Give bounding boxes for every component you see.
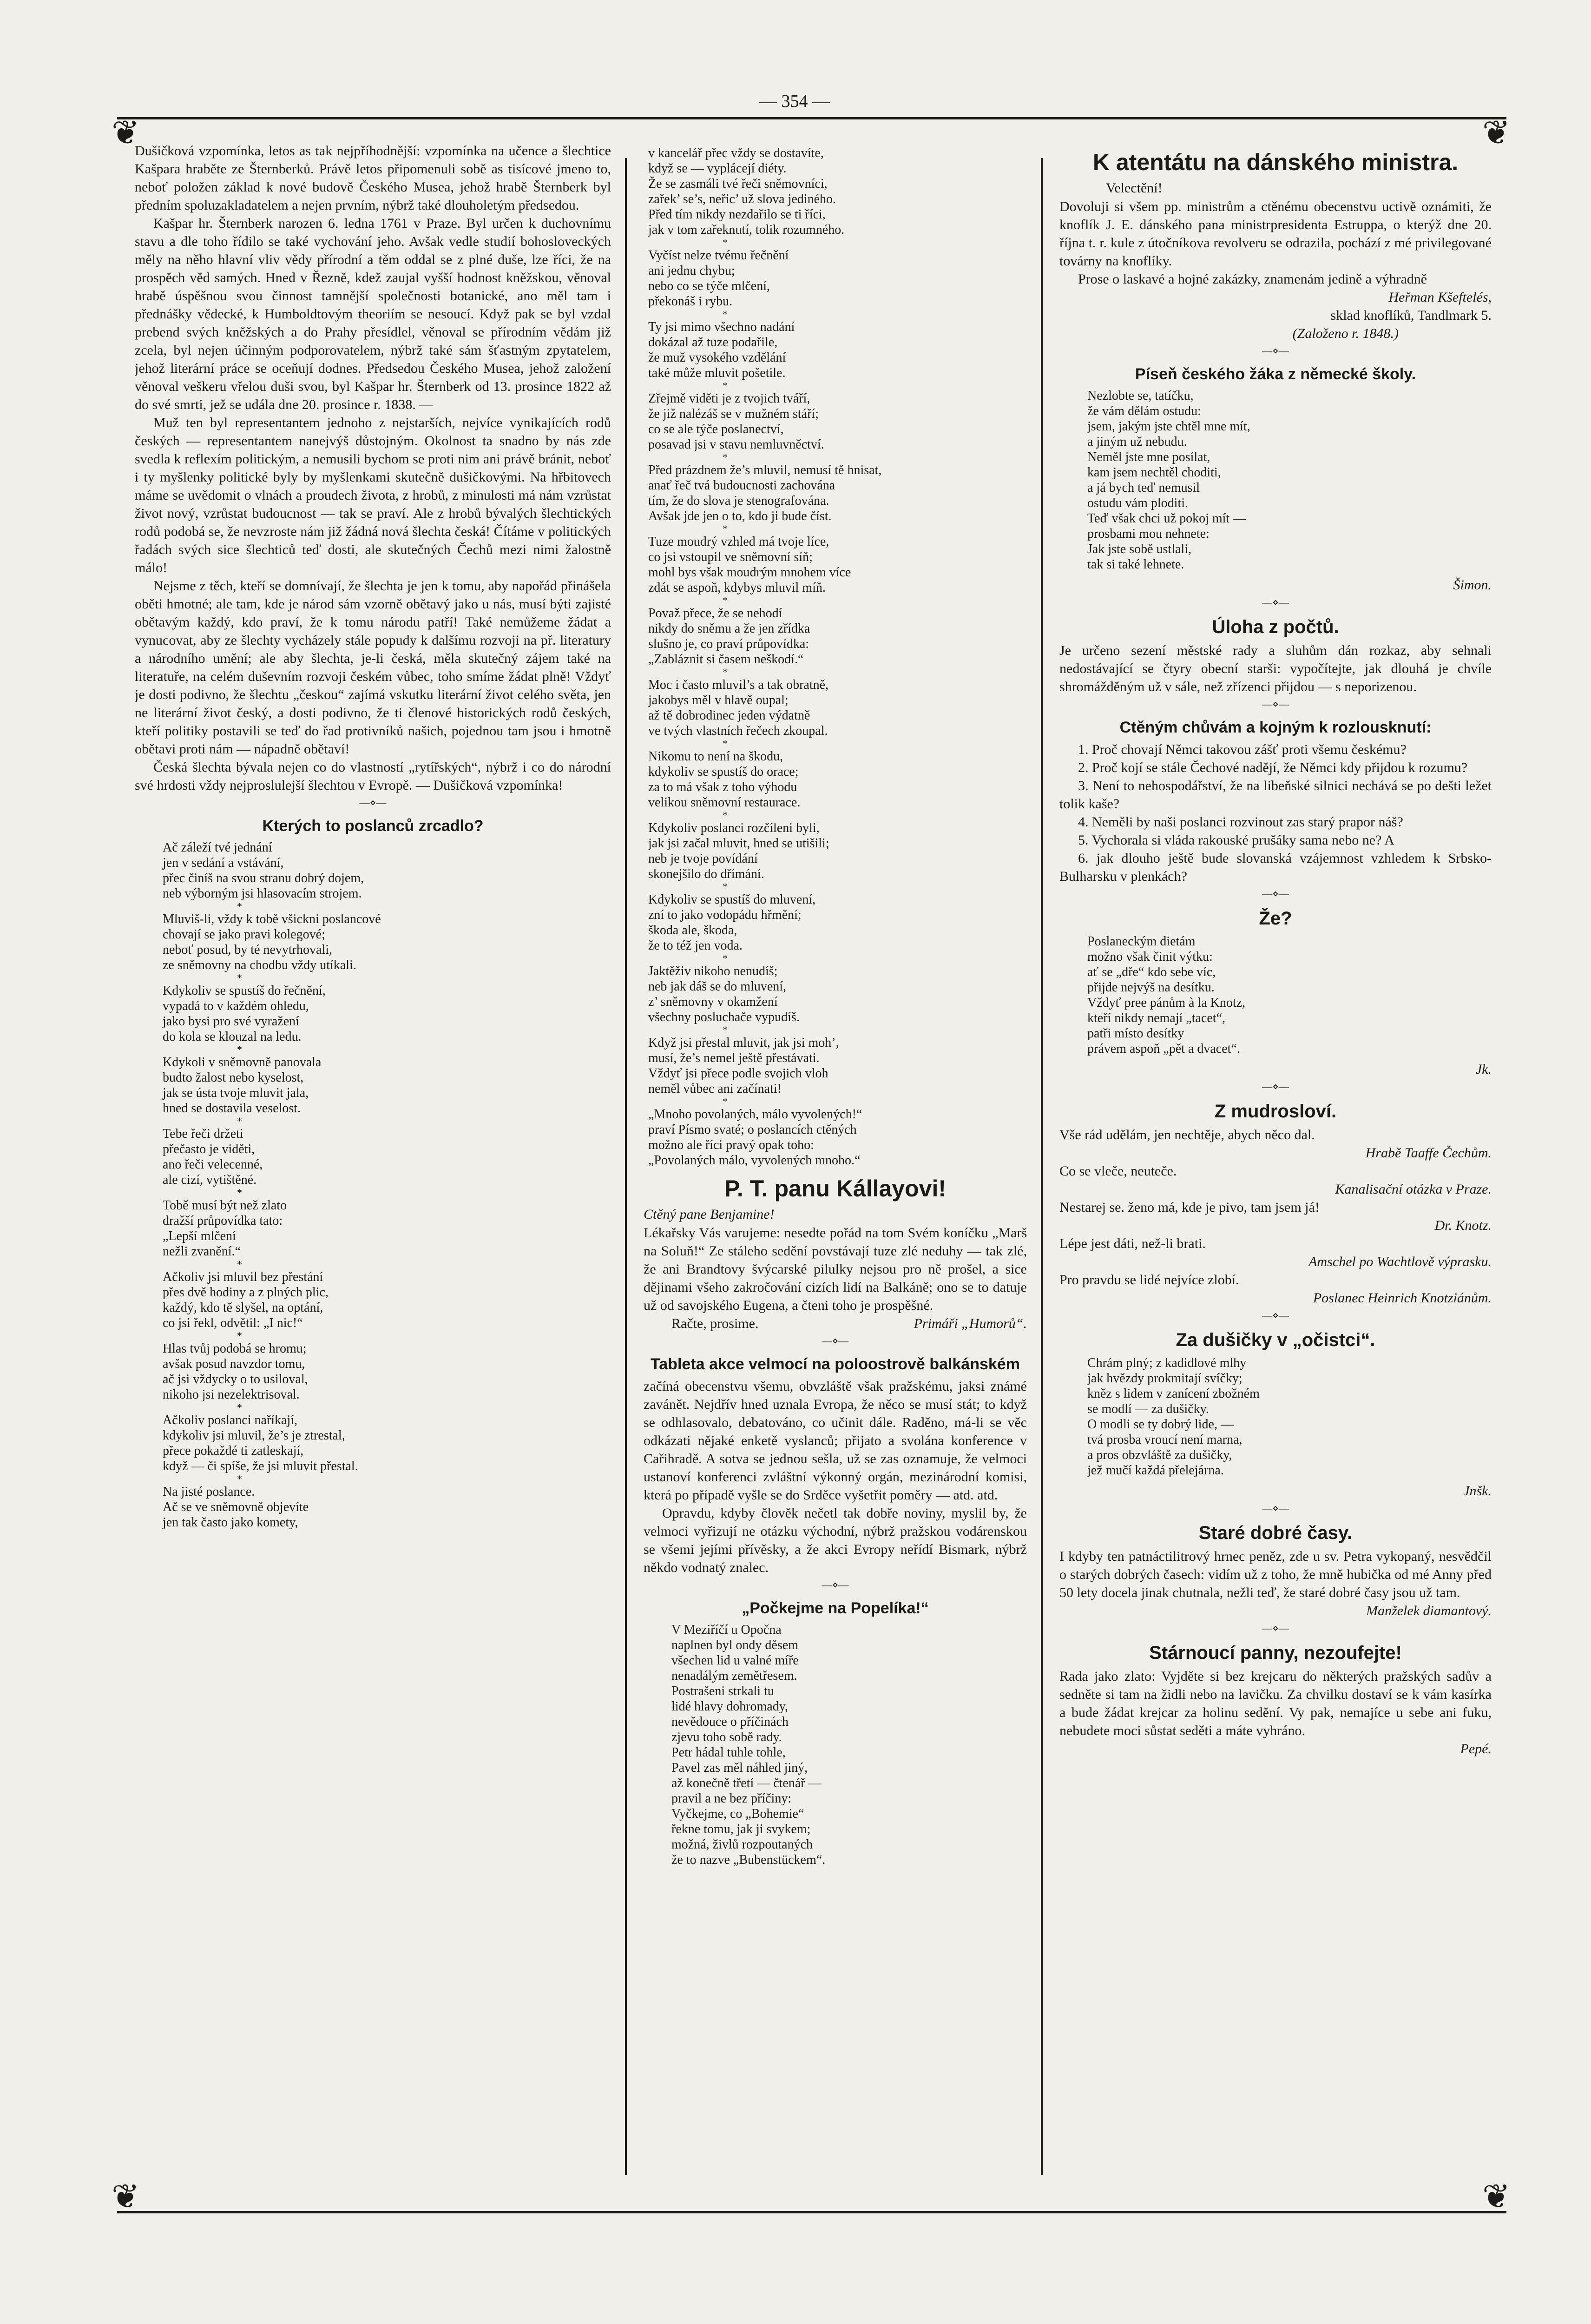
poem-line: „Zabláznit si časem neškodí.“ <box>648 652 804 667</box>
poem-line: Před prázdnem že’s mluvil, nemusí tě hnisat, <box>648 463 882 477</box>
poem-line: Teď však chci už pokoj mít — <box>1087 511 1246 526</box>
stanza-separator: * <box>723 380 728 391</box>
poem-line: kteří nikdy nemají „tacet“, <box>1087 1011 1225 1025</box>
poem-line: a já bych teď nemusil <box>1087 481 1200 495</box>
saying: Pro pravdu se lidé nejvíce zlobí. <box>1059 1272 1239 1287</box>
poem-line: Že se zasmáli tvé řeči sněmovníci, <box>648 177 828 191</box>
poem-line: Tobě musí být než zlato <box>163 1198 287 1213</box>
poem-line: že to též jen voda. <box>648 938 743 953</box>
poem-line: co se ale týče poslanectví, <box>648 422 784 436</box>
poem-line: Vždyť jsi přece podle svojich vloh <box>648 1066 828 1081</box>
article-paragraph: Opravdu, kdyby člověk nečetl tak dobře noviny, myslil by, že velmoci vyřizují ne otázku východní, nýbrž pražskou vodárenskou se všemi jejími přívěsky, a že akci Evropy neřídí Bismark, nýbrž někdo vodnatý znalec. <box>644 1505 1027 1575</box>
section-heading: K atentátu na dánského ministra. <box>1092 149 1459 175</box>
question-item: 5. Vychorala si vláda rakouské prušáky sama nebo ne? A <box>1078 832 1394 848</box>
poem-line: Vždyť pree pánům à la Knotz, <box>1087 996 1246 1010</box>
poem-line: a jiným už nebudu. <box>1087 435 1187 449</box>
poem <box>1087 934 1492 1056</box>
poem-line: patři místo desítky <box>1087 1026 1184 1041</box>
poem-line: zařek’ se’s, neřic’ už slova jediného. <box>648 192 836 206</box>
stanza-separator: * <box>723 594 728 606</box>
poem-line: velikou sněmovní restaurace. <box>648 795 801 810</box>
separator-icon: —⋄— <box>1262 698 1289 710</box>
poem-line: Když jsi přestal mluvit, jak jsi moh’, <box>648 1036 839 1050</box>
poem-line: kněz s lidem v zanícení zbožném <box>1087 1386 1260 1401</box>
poem-line: když se — vyplácejí diéty. <box>648 161 787 176</box>
section-heading: Z mudrosloví. <box>1214 1101 1337 1122</box>
stanza-separator: * <box>723 1096 728 1107</box>
poem-line: jakobys měl v hlavě oupal; <box>648 693 789 707</box>
poem-line: Tuze moudrý vzhled má tvoje líce, <box>648 535 829 549</box>
poem-line: Vyčkejme, co „Bohemie“ <box>671 1807 804 1821</box>
poem-line: možno však činit výtku: <box>1087 950 1213 964</box>
poem-line: do kola se klouzal na ledu. <box>163 1030 302 1044</box>
poem-line: ve tvých vlastních řečech zkoupal. <box>648 724 828 738</box>
section-heading: Ctěným chůvám a kojným k rozlousknutí: <box>1119 719 1432 736</box>
poem-line: že muž vysokého vzdělání <box>648 350 786 365</box>
poem-line: jen tak často jako komety, <box>163 1515 298 1530</box>
poem-line: O modli se ty dobrý lide, — <box>1087 1417 1234 1432</box>
poem-line: nikdy do sněmu a že jen zřídka <box>648 621 810 636</box>
poem-line: Chrám plný; z kadidlové mlhy <box>1087 1356 1247 1370</box>
poem-line: nevědouce o příčinách <box>671 1715 789 1729</box>
separator-icon: —⋄— <box>1262 1622 1289 1634</box>
poem-line: „Lepší mlčení <box>163 1229 236 1243</box>
poem-line: tím, že do slova je stenografována. <box>648 494 829 508</box>
poem-line: ale cizí, vytištěné. <box>163 1173 257 1187</box>
poem-line: přes dvě hodiny a z plných plic, <box>163 1285 329 1300</box>
separator-icon: —⋄— <box>822 1335 849 1347</box>
poem-line: Ačkoliv jsi mluvil bez přestání <box>163 1270 323 1284</box>
poem-line: nežli zvanění.“ <box>163 1244 241 1259</box>
poem-line: ze sněmovny na chodbu vždy utíkali. <box>163 958 356 972</box>
question-item: 4. Neměli by naši poslanci rozvinout zas starý prapor náš? <box>1078 814 1403 830</box>
stanza-separator: * <box>237 1473 242 1485</box>
poem-line: avšak posud navzdor tomu, <box>163 1357 305 1371</box>
poem-line: Považ přece, že se nehodí <box>648 606 782 621</box>
poem-line: skonejšilo do dřímání. <box>648 867 764 881</box>
founding-year: (Založeno r. 1848.) <box>1292 326 1399 341</box>
poem-line: Postrašeni strkali tu <box>671 1684 774 1698</box>
section-heading: Stárnoucí panny, nezoufejte! <box>1149 1643 1402 1663</box>
poem-line: ať se „dře“ kdo sebe víc, <box>1087 965 1216 979</box>
signature: Heřman Kšeftelés, <box>1388 290 1492 305</box>
article-paragraph: Kašpar hr. Šternberk narozen 6. ledna 1761 v Praze. Byl určen k duchovnímu stavu a dle toho řídilo se také vychování jeho. Avšak vedle studií bohosloveckých měly na něho hlavní vliv vědy přírodní a těm oddal se z plné duše, lze říci, že na prospěch věd samých. Hned v Řezně, kdež zaujal vyšší hodnost kněžskou, věnoval hrabě úspěšnou svou činnost tamnější společnosti botanické, ano měl tam i přednášky vědecké, k Humboldtovým theoriím se nesoucí. Když pak se byl vzdal prebend svých kněžských a do Prahy přesídlel, věnoval se přírodním vědám již zcela, byl nejen účinným podporovatelem, nýbrž také sám šťastným zpytatelem, jehož literární práce se oceňují dodnes. Předsedou Českého Musea, jehož založení věnoval veškeru vřelou duši svou, byl Kašpar hr. Šternberk od 13. prosince 1822 až do své smrti, jež se udála dne 20. prosince r. 1838. — <box>135 216 611 412</box>
poem-line: Hlas tvůj podobá se hromu; <box>163 1341 307 1356</box>
poem-line: možná, živlů rozpoutaných <box>671 1837 813 1852</box>
separator-icon: —⋄— <box>1262 1502 1289 1514</box>
question-list <box>1059 740 1492 885</box>
poem-line: přijde nejvýš na desítku. <box>1087 980 1215 995</box>
stanza-separator: * <box>237 1401 242 1413</box>
poem-line: kdykoliv jsi mluvil, že’s je ztrestal, <box>163 1428 345 1443</box>
poem-line: pravil a ne bez příčiny: <box>671 1791 792 1806</box>
poem-line: Před tím nikdy nezdařilo se ti říci, <box>648 207 826 222</box>
article-paragraph: začíná obecenstvu všemu, obvzláště však pražskému, jaksi známé zavánět. Nejdřív hned uznala Evropa, že něco se musí stát; to když se odhlasovalo, debatováno, co učinit dále. Raděno, má-li se věc odkázati nějaké enketě vyslanců; přijato a svolána konference v Cařihradě. A sotva se jednou sešla, už se zas oznamuje, že velmoci ustanoví konferenci zvláštní výkonný orgán, mezinárodní komisi, která po případě vyšle se do Srděce vyšetřit poměry — atd. atd. <box>644 1379 1027 1503</box>
saying-attribution: Poslanec Heinrich Knotziánům. <box>1313 1290 1492 1306</box>
stanza-separator: * <box>237 1258 242 1270</box>
poem-line: za to má však z toho výhodu <box>648 780 797 794</box>
poem-line: neb jak dáš se do mluvení, <box>648 979 787 994</box>
article-paragraph: Dušičková vzpomínka, letos as tak nejpříhodnější: vzpomínka na učence a šlechtice Kašpara hraběte ze Šternberků. Právě letos připomenuli sobě as tisícové jmeno to, neboť položen základ k nové budově Českého Musea, jehož hrabě Šternberk byl předním spoluzakladatelem a nejen prvním, nýbrž také dlouholetým předsedou. <box>135 143 611 213</box>
poem-line: chovají se jako pravi kolegové; <box>163 927 325 942</box>
article-paragraph: Rada jako zlato: Vyjděte si bez krejcaru do některých pražských sadův a sedněte si tam na židli nebo na lavičku. Za chvilku dostaví se k vám kasírka a bude žádat krejcar za holinu sedění. Vy pak, nemajíce u sebe ani fuku, nebudete moci sůstat seděti a máte vyhráno. <box>1059 1669 1492 1738</box>
ornament-icon: ❦ <box>112 114 140 152</box>
poem-line: dražší průpovídka tato: <box>163 1214 283 1228</box>
poem-line: Jak jste sobě ustlali, <box>1087 542 1191 556</box>
poem-line: Avšak jde jen o to, kdo ji bude číst. <box>648 509 832 523</box>
poem-line: přece pokaždé ti zatleskají, <box>163 1444 304 1458</box>
stanza-separator: * <box>723 881 728 892</box>
signature: Primáři „Humorů“. <box>914 1316 1027 1331</box>
poem-line: praví Písmo svaté; o poslancích ctěných <box>648 1122 857 1137</box>
stanza-separator: * <box>237 1043 242 1055</box>
poem-line: Nezlobte se, tatíčku, <box>1087 389 1194 403</box>
saying-attribution: Dr. Knotz. <box>1434 1218 1492 1233</box>
poem-line: Kdykoli v sněmovně panovala <box>163 1055 322 1070</box>
poem-line: Ačkoliv poslanci naříkají, <box>163 1413 298 1427</box>
column-right <box>1059 142 1492 2196</box>
poem-line: kam jsem nechtěl choditi, <box>1087 465 1221 480</box>
separator-icon: —⋄— <box>822 1579 849 1591</box>
poem-line: neb výborným jsi hlasovacím strojem. <box>163 886 362 901</box>
article-paragraph: Nejsme z těch, kteří se domnívají, že šlechta je jen k tomu, aby napořád přinášela oběti hmotné; ale tam, kde je národ sám vzorně obětavý jako u nás, musí býti zajisté obětavým každý, kdo praví, že k tomu národu patří! Také nemůžeme žádat a vynucovat, aby ze šlechty vycházely stále popudy k dalšímu rozvoji na př. literatury a národního umění; ale aby šlechta, je-li česká, měla skutečný zájem také na literatuře, na celém duševním rozvoji českém vůbec, toho smíme žádat plně! Vždyť je dosti podivno, že šlechtu „českou“ zajímá vskutku literární život celého světa, jen ne literární život český, a dosti podivno, že ti členové historických rodů českých, kteří politiky postavili se teď do řad protivníků našich, pojednou tam jsou i hmotně obětavi proti nám — nápadně obětaví! <box>135 578 611 757</box>
closing: Račte, prosime. <box>671 1316 759 1331</box>
saying: Vše rád udělám, jen nechtěje, abych něco dal. <box>1059 1127 1315 1142</box>
separator-icon: —⋄— <box>1262 1309 1289 1321</box>
salutation: Velectění! <box>1106 180 1163 196</box>
poem-line: přec činíš na svou stranu dobrý dojem, <box>163 871 364 885</box>
poem-line: zdát se aspoň, kdybys mluvil míň. <box>648 581 826 595</box>
section-heading: Úloha z počtů. <box>1212 617 1339 637</box>
poem-line: kdykoliv se spustíš do orace; <box>648 765 799 779</box>
poem-line: jak v tom zařeknutí, tolik rozumného. <box>648 223 845 237</box>
poem-line: že to nazve „Bubenstückem“. <box>671 1853 826 1867</box>
ornament-icon: ❦ <box>112 2178 140 2215</box>
poem-line: tvá prosba vroucí není marna, <box>1087 1433 1243 1447</box>
poem-line: Na jisté poslance. <box>163 1485 255 1499</box>
stanza-separator: * <box>723 952 728 964</box>
poem-line: možno ale říci pravý opak toho: <box>648 1138 814 1152</box>
article-paragraph: Je určeno sezení městské rady a sluhům dán rozkaz, aby sehnali nedostávající se čtyry obecní starši: vypočítejte, jak dlouhá je chvíle shromážděným už v sále, než zřízenci přijdou — s neporizenou. <box>1059 643 1492 694</box>
section-heading: Píseň českého žáka z německé školy. <box>1135 365 1416 383</box>
poem-line: právem aspoň „pět a dvacet“. <box>1087 1042 1240 1056</box>
poem-line: co jsi vstoupil ve sněmovní síň; <box>648 550 813 564</box>
poem-line: Ač záleží tvé jednání <box>163 840 272 855</box>
poem-line: jak se ústa tvoje mluvit jala, <box>163 1086 309 1100</box>
poem-line: z’ sněmovny v okamžení <box>648 995 778 1009</box>
question-item: 1. Proč chovají Němci takovou zášť proti všemu českému? <box>1078 742 1407 757</box>
poem-line: nenadálým zemětřesem. <box>671 1669 797 1683</box>
section-heading: „Počkejme na Popelíka!“ <box>742 1599 929 1617</box>
poem-line: Petr hádal tuhle tohle, <box>671 1745 786 1760</box>
poem-line: každý, kdo tě slyšel, na optání, <box>163 1301 323 1315</box>
poem-line: anať řeč tvá budoucnosti zachována <box>648 478 835 493</box>
question-item: 6. jak dlouho ještě bude slovanská vzájemnost vzhledem k Srbsko-Bulharsku v plenkách? <box>1059 851 1492 884</box>
poem-line: až konečně třetí — čtenář — <box>671 1776 822 1790</box>
poem-line: prosbami mou nehnete: <box>1087 527 1210 541</box>
poem-line: naplnen byl ondy děsem <box>671 1638 798 1652</box>
poem-line: a pros obzvláště za dušičky, <box>1087 1448 1232 1462</box>
column-middle <box>644 142 1027 2196</box>
poem <box>163 840 611 1530</box>
address: sklad knoflíků, Tandlmark 5. <box>1330 308 1492 323</box>
poem-line: nikoho jsi nezelektrisoval. <box>163 1387 300 1402</box>
poem-line: ano řeči velecenné, <box>163 1157 263 1172</box>
stanza-separator: * <box>723 738 728 749</box>
poem-line: že vám dělám ostudu: <box>1087 404 1201 418</box>
poem-line: jak hvězdy prokmitají svíčky; <box>1087 1371 1243 1386</box>
poem-line: Moc i často mluvil’s a tak obratně, <box>648 678 829 692</box>
stanza-separator: * <box>723 523 728 535</box>
poem-line: slušno je, co praví průpovídka: <box>648 637 809 651</box>
poem-line: „Mnoho povolaných, málo vyvolených!“ <box>648 1107 862 1122</box>
stanza-separator: * <box>237 1187 242 1198</box>
poem-line: se modlí — za dušičky. <box>1087 1402 1209 1416</box>
poem <box>671 1622 1027 1868</box>
poem-line: zní to jako vodopádu hřmění; <box>648 908 802 922</box>
saying: Nestarej se. ženo má, kde je pivo, tam jsem já! <box>1059 1200 1320 1215</box>
column-left <box>135 142 611 2196</box>
poem-line: přečasto je viděti, <box>163 1142 255 1156</box>
signature: Jk. <box>1475 1062 1492 1077</box>
poem-line: Neměl jste mne posílat, <box>1087 450 1210 464</box>
article-paragraph: I kdyby ten patnáctilitrový hrnec peněz, zde u sv. Petra vykopaný, nesvědčil o starých dobrých časech: vidím už z toho, že mně hubička od mé Anny před 50 lety docela jinak chutnala, nežli teď, že staré dobré časy jsou už tam. <box>1059 1549 1492 1600</box>
poem-line: všechny posluchače vypudíš. <box>648 1010 800 1024</box>
section-heading: P. T. panu Kállayovi! <box>724 1175 946 1202</box>
poem-line: Zřejmě viděti je z tvojich tváří, <box>648 391 810 406</box>
poem-line: Tebe řeči držeti <box>163 1127 243 1141</box>
section-heading: Že? <box>1259 908 1292 929</box>
poem-line: „Povolaných málo, vyvolených mnoho.“ <box>648 1153 861 1168</box>
saying-attribution: Hrabě Taaffe Čechům. <box>1365 1145 1492 1161</box>
poem-line: jsem, jakým jste chtěl mne mít, <box>1087 419 1250 434</box>
question-item: 2. Proč kojí se stále Čechové nadějí, že Němci kdy přijdou k rozumu? <box>1078 760 1468 775</box>
poem-line: až tě dobrodinec jeden výdatně <box>648 708 810 723</box>
stanza-separator: * <box>723 451 728 463</box>
separator-icon: —⋄— <box>359 797 387 808</box>
poem-line: neboť posud, by té nevytrhovali, <box>163 943 333 957</box>
poem-line: Mluviš-li, vždy k tobě všickni poslancové <box>163 912 381 926</box>
stanza-separator: * <box>723 308 728 320</box>
poem-line: mohl bys však moudrým mnohem více <box>648 565 851 580</box>
article-paragraph: Muž ten byl representantem jednoho z nejstarších, nejvíce vynikajících rodů českých — representantem nanejvýš důstojným. Okolnost ta snadno by nás zde svedla k reflexím politickým, a nemusili bychom se proti nim ani právě bránit, neboť i ty myšlenky politické byly by myšlenkami skutečně dušičkovými. Na hřbitovech máme se uvědomit o vlnách a proudech života, z hrobů, z minulosti má nám vzrůstat život nový, vzrůstat budoucnost — tak se praví. Ale z hrobů bývalých šlechtických rodů podobá se, že nevzroste nám již žádná nová šlechta česká! Čítáme v politických řadách svých sice šlechticů teď dosti, ale skutečných Čechů mezi nimi žalostně málo! <box>135 415 611 575</box>
poem-line: Poslaneckým dietám <box>1087 934 1196 949</box>
signature: Manželek diamantový. <box>1366 1603 1492 1618</box>
poem-line: V Meziříčí u Opočna <box>671 1623 782 1637</box>
poem-line: Vyčíst nelze tvému řečnění <box>648 248 789 263</box>
poem-line: Jaktěživ nikoho nenudíš; <box>648 964 778 978</box>
poem <box>648 145 1027 1168</box>
poem-line: co jsi řekl, odvětil: „I nic!“ <box>163 1316 303 1330</box>
poem-line: Kdykoliv poslanci rozčíleni byli, <box>648 821 820 835</box>
poem-line: řekne tomu, jak ji svykem; <box>671 1822 811 1836</box>
sayings-list <box>1059 1126 1492 1307</box>
poem-line: ostudu vám ploditi. <box>1087 496 1188 510</box>
poem <box>1087 1355 1492 1478</box>
section-heading: Tableta akce velmocí na poloostrově balkánském <box>651 1355 1020 1373</box>
article-paragraph: Dovoluji si všem pp. ministrům a ctěnému obecenstvu uctivě oznámiti, že knoflík J. E. dánského pana ministrpresidenta Estruppa, o kterýž dne 20. října t. r. kule z útočníkova revolveru se odrazila, pochází z mé privilegované továrny na knoflíky. <box>1059 199 1492 269</box>
poem-line: nebo co se týče mlčení, <box>648 279 770 293</box>
stanza-separator: * <box>723 666 728 678</box>
stanza-separator: * <box>237 900 242 912</box>
poem-line: že již nalézáš se v mužném stáří; <box>648 407 819 421</box>
section-heading: Za dušičky v „očistci“. <box>1176 1330 1375 1350</box>
ornament-icon: ❦ <box>1482 2178 1511 2215</box>
stanza-separator: * <box>723 1024 728 1036</box>
poem-line: Nikomu to není na škodu, <box>648 749 783 764</box>
poem <box>1087 388 1492 572</box>
saying-attribution: Kanalisační otázka v Praze. <box>1335 1182 1492 1197</box>
salutation: Ctěný pane Benjamine! <box>644 1207 775 1222</box>
poem-line: překonáš i rybu. <box>648 294 733 309</box>
stanza-separator: * <box>723 237 728 248</box>
signature: Pepé. <box>1460 1741 1492 1756</box>
separator-icon: —⋄— <box>1262 345 1289 357</box>
poem-line: také může mluvit pošetile. <box>648 366 786 380</box>
poem-line: v kancelář přec vždy se dostavíte, <box>648 146 824 160</box>
poem-line: posavad jsi v stavu nemluvněctví. <box>648 437 824 452</box>
separator-icon: —⋄— <box>1262 596 1289 608</box>
column-rule <box>1041 158 1043 2175</box>
poem-line: musí, že’s nemel ještě přestávati. <box>648 1051 820 1065</box>
section-heading: Kterých to poslanců zrcadlo? <box>262 817 484 835</box>
ornament-icon: ❦ <box>1482 114 1511 152</box>
stanza-separator: * <box>237 972 242 984</box>
signature: Jnšk. <box>1463 1483 1492 1499</box>
saying: Lépe jest dáti, než-li brati. <box>1059 1236 1206 1251</box>
poem-line: škoda ale, škoda, <box>648 923 737 938</box>
stanza-separator: * <box>723 809 728 821</box>
poem-line: dokázal až tuze podařile, <box>648 335 778 350</box>
poem-line: tak si také lehnete. <box>1087 557 1184 572</box>
stanza-separator: * <box>237 1330 242 1341</box>
saying: Co se vleče, neuteče. <box>1059 1163 1177 1179</box>
poem-line: Kdykoliv se spustíš do řečnění, <box>163 984 326 998</box>
separator-icon: —⋄— <box>1262 1081 1289 1092</box>
poem-line: jako bysi pro své vyražení <box>163 1014 299 1029</box>
poem-line: Pavel zas měl náhled jiný, <box>671 1761 808 1775</box>
poem-line: jež mučí každá přelejárna. <box>1087 1463 1224 1478</box>
separator-icon: —⋄— <box>1262 888 1289 899</box>
poem-line: všechen lid u valné míře <box>671 1653 799 1668</box>
poem-line: když — či spíše, že jsi mluvit přestal. <box>163 1459 358 1473</box>
poem-line: jak jsi začal mluvit, hned se utišili; <box>648 836 829 851</box>
poem-line: neměl vůbec ani začínati! <box>648 1082 782 1096</box>
article-paragraph: Česká šlechta bývala nejen co do vlastností „rytířských“, nýbrž i co do národní své hrdosti vždy nejproslulejší šlechtou v Evropě. — Dušičková vzpomínka! <box>135 759 611 793</box>
poem-line: hned se dostavila veselost. <box>163 1101 301 1116</box>
poem-line: jen v sedání a vstávání, <box>163 856 284 870</box>
article-paragraph: Prose o laskavé a hojné zakázky, znamenám jedině a výhradně <box>1078 271 1427 287</box>
poem-line: budto žalost nebo kyselost, <box>163 1070 304 1085</box>
poem-line: lidé hlavy dohromady, <box>671 1699 788 1714</box>
signature: Šimon. <box>1453 577 1492 593</box>
section-heading: Staré dobré časy. <box>1198 1523 1353 1543</box>
poem-line: Kdykoliv se spustíš do mluvení, <box>648 892 816 907</box>
poem-line: Ač se ve sněmovně objevíte <box>163 1500 309 1514</box>
stanza-separator: * <box>237 1115 242 1127</box>
poem-line: vypadá to v každém ohledu, <box>163 999 309 1013</box>
poem-line: Ty jsi mimo všechno nadání <box>648 320 795 334</box>
poem-line: neb je tvoje povídání <box>648 852 758 866</box>
article-paragraph: Lékařsky Vás varujeme: nesedte pořád na tom Svém koníčku „Marš na Soluň!“ Ze stáleho sedění povstávají tuze zlé neduhy — tak zlé, že ani Brandtovy švýcarské pilulky nejsou pro ně prošel, a sice dějinami všeho zakročování cizích lidí na Balkáně; ono se to datuje už od savojského Eugena, a čteni toho je prospěšné. <box>644 1225 1027 1313</box>
poem-line: zjevu toho sobě rady. <box>671 1730 782 1744</box>
poem-line: ani jednu chybu; <box>648 264 735 278</box>
saying-attribution: Amschel po Wachtlově výprasku. <box>1308 1254 1492 1269</box>
poem-line: ač jsi vždycky o to usiloval, <box>163 1372 308 1386</box>
question-item: 3. Není to nehospodářství, že na libeňské silnici nechává se po dešti ležet tolik kaše? <box>1059 778 1492 812</box>
column-rule <box>625 158 627 2175</box>
page-number: — 354 — <box>759 92 830 111</box>
